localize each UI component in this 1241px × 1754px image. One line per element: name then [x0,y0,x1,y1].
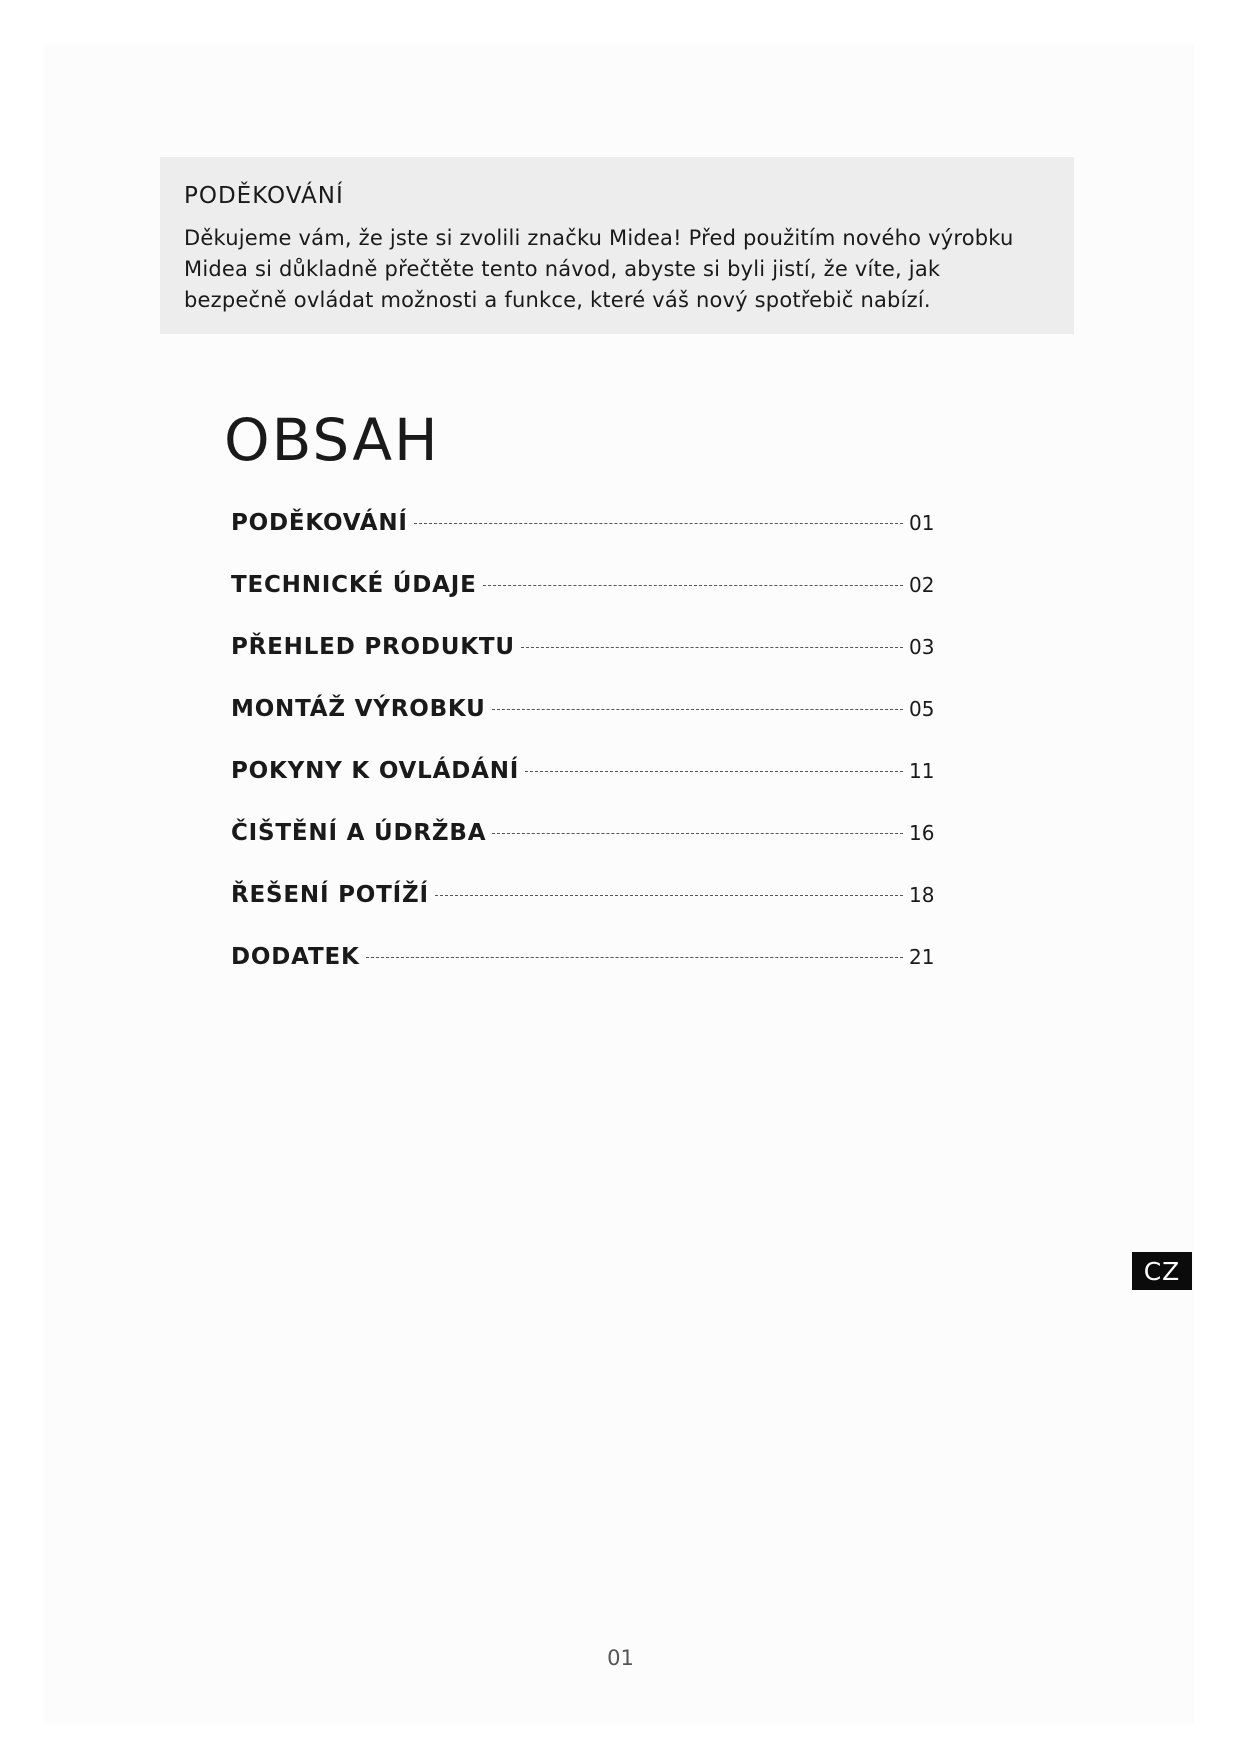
toc-item-page: 02 [909,573,935,597]
toc-dotted-leader [483,585,903,586]
toc-item[interactable] [231,634,951,696]
toc-item[interactable] [231,882,951,944]
toc-item-label: ČIŠTĚNÍ A ÚDRŽBA [231,820,487,846]
toc-item-page: 21 [909,945,935,969]
toc-item-page: 16 [909,821,935,845]
toc-item-label: PŘEHLED PRODUKTU [231,634,515,660]
toc-item-label: ŘEŠENÍ POTÍŽÍ [231,882,429,908]
toc-dotted-leader [366,957,903,958]
toc-dotted-leader [414,523,903,524]
toc-item[interactable] [231,696,951,758]
toc-dotted-leader [435,895,903,896]
acknowledgement-line: Děkujeme vám, že jste si zvolili značku Midea! Před použitím nového výrobku [184,226,1014,250]
toc-dotted-leader [492,833,903,834]
acknowledgement-title: PODĚKOVÁNÍ [184,183,344,209]
toc-item[interactable] [231,572,951,634]
toc-item-label: TECHNICKÉ ÚDAJE [231,572,477,598]
acknowledgement-line: bezpečně ovládat možnosti a funkce, které váš nový spotřebič nabízí. [184,288,931,312]
acknowledgement-line: Midea si důkladně přečtěte tento návod, abyste si byli jistí, že víte, jak [184,257,941,281]
acknowledgement-box [160,157,1074,334]
language-badge: CZ [1132,1252,1192,1290]
toc-item-page: 03 [909,635,935,659]
toc-item-label: DODATEK [231,944,360,970]
toc-item-label: MONTÁŽ VÝROBKU [231,696,486,722]
toc-item[interactable] [231,758,951,820]
toc-dotted-leader [525,771,903,772]
acknowledgement-text [184,223,1050,316]
toc-item-page: 18 [909,883,935,907]
toc-item-label: PODĚKOVÁNÍ [231,510,408,536]
toc-dotted-leader [521,647,903,648]
toc-item-page: 01 [909,511,935,535]
toc-item[interactable] [231,944,951,1006]
toc-item[interactable] [231,820,951,882]
toc-dotted-leader [492,709,903,710]
toc-item[interactable] [231,510,951,572]
toc-item-page: 11 [909,759,935,783]
toc-item-label: POKYNY K OVLÁDÁNÍ [231,758,520,784]
table-of-contents [231,510,951,1006]
toc-title: OBSAH [224,406,440,474]
page-number: 01 [607,1646,634,1670]
toc-item-page: 05 [909,697,935,721]
